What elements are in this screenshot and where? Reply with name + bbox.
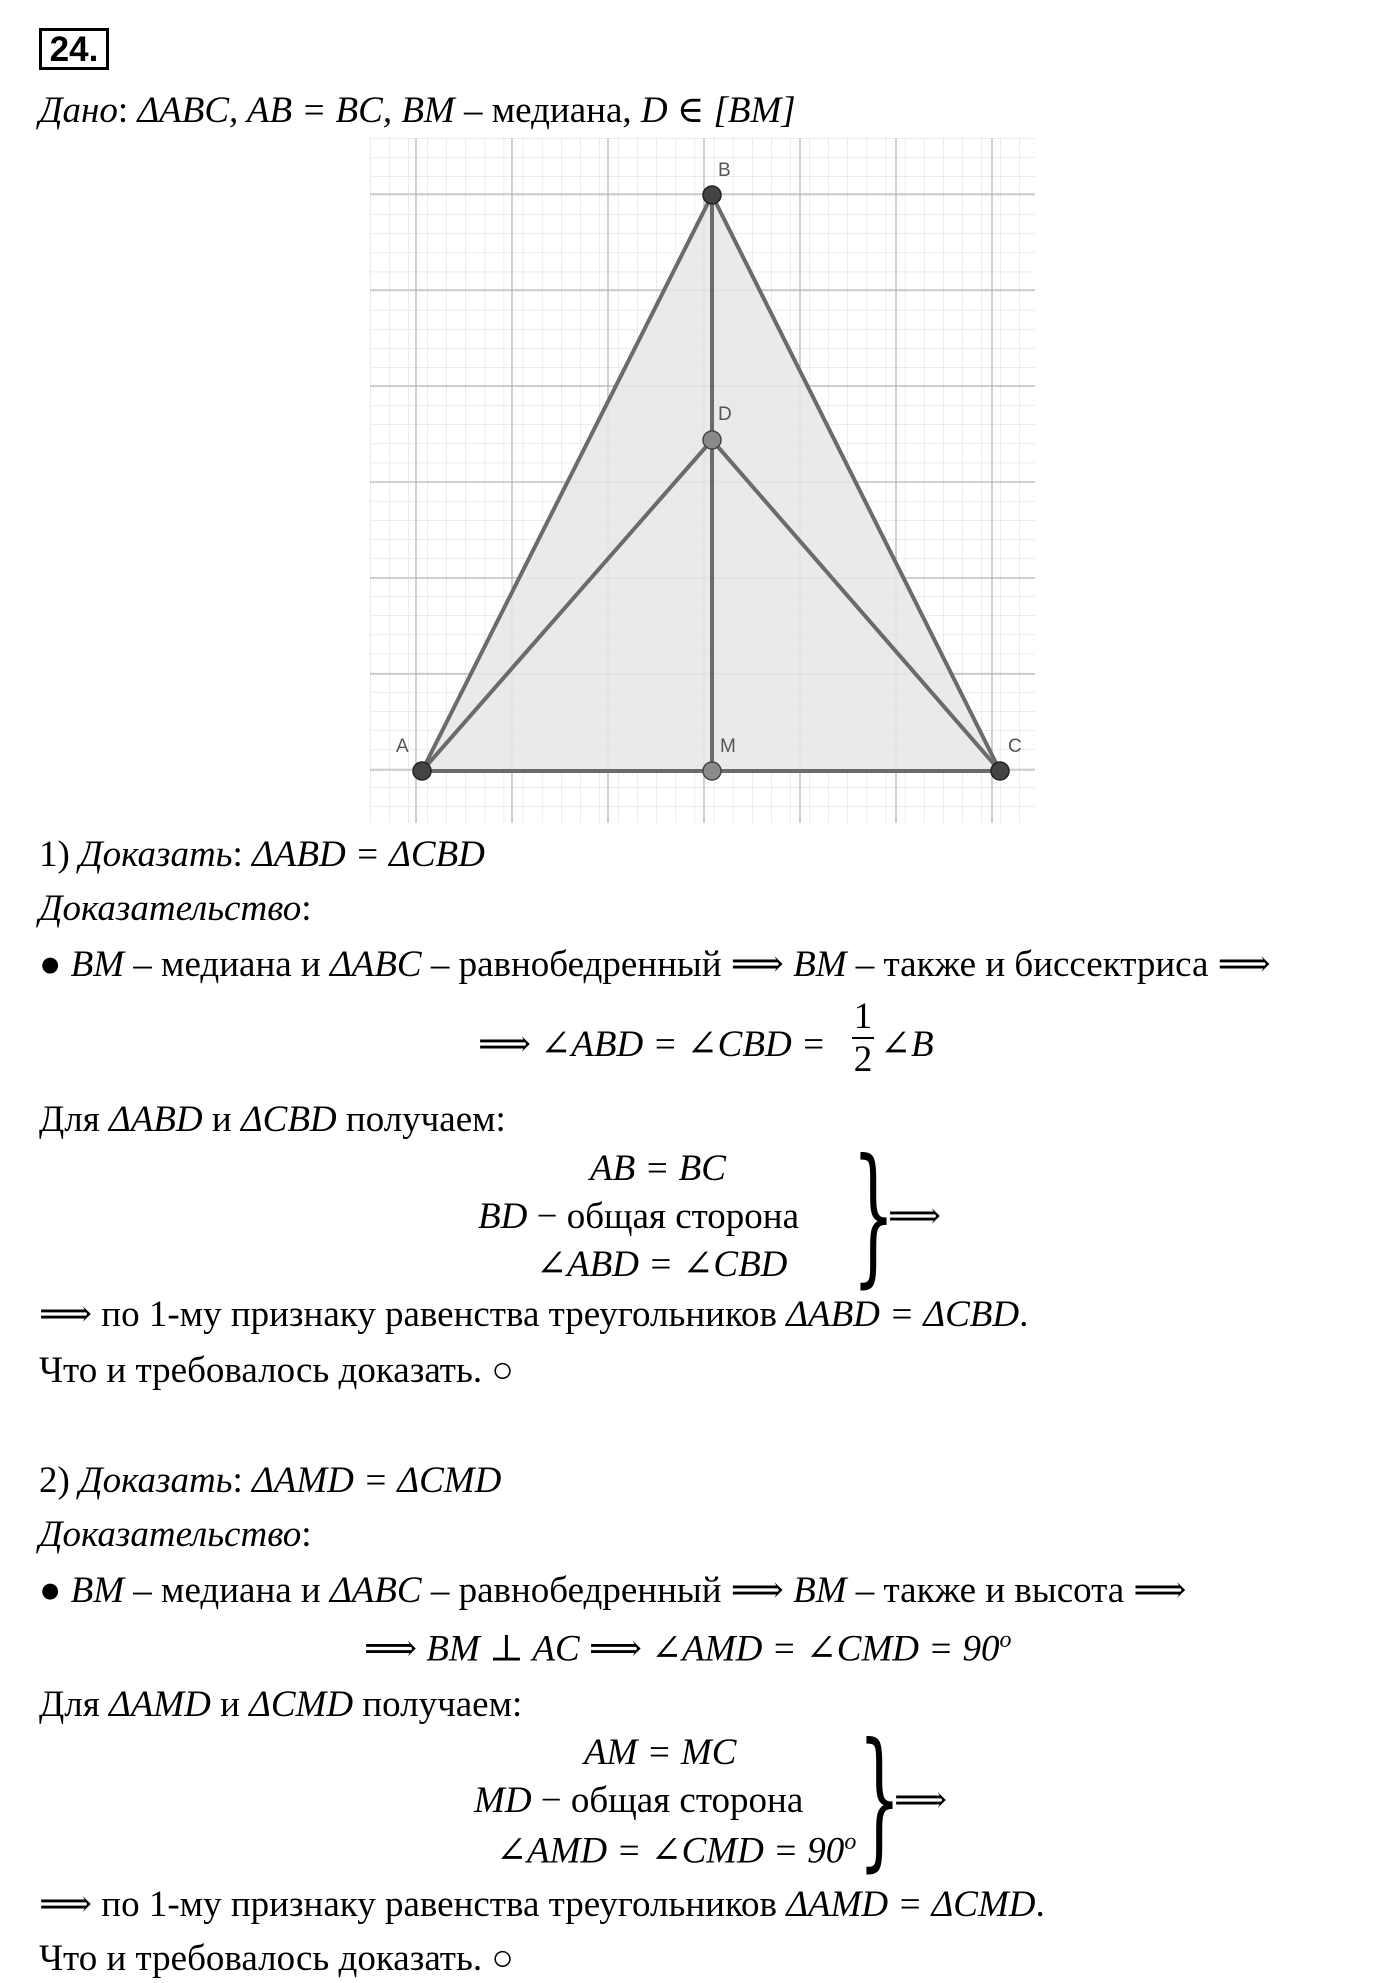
part2-prove-math: ΔAMD = ΔCMD: [252, 1460, 502, 1501]
part1-prove-line: 1) Доказать: ΔABD = ΔCBD: [39, 834, 485, 875]
part2-conclusion: ⟹ по 1-му признаку равенства треугольников ΔAMD = ΔCMD.: [39, 1884, 1045, 1925]
part2-for-line: Для ΔAMD и ΔCMD получаем:: [39, 1684, 523, 1725]
part1-conclusion: ⟹ по 1-му признаку равенства треугольников ΔABD = ΔCBD.: [39, 1294, 1029, 1335]
part1-line2-rhs: ∠B: [880, 1024, 934, 1065]
part1-prove-math: ΔABD = ΔCBD: [252, 834, 485, 875]
point-b: [703, 186, 721, 204]
part2-prove-line: 2) Доказать: ΔAMD = ΔCMD: [39, 1460, 502, 1501]
part2-qed: Что и требовалось доказать. ○: [39, 1938, 514, 1979]
triangle-figure: [370, 138, 1035, 823]
part2-system-brace: }: [858, 1712, 901, 1886]
label-m: M: [720, 736, 736, 757]
point-a: [413, 762, 431, 780]
part2-line2: ⟹ BM ⊥ AC ⟹ ∠AMD = ∠CMD = $90^o$: [364, 1627, 1012, 1670]
point-m: [703, 762, 721, 780]
part1-for-line: Для ΔABD и ΔCBD получаем:: [39, 1099, 506, 1140]
part1-system-brace: }: [852, 1128, 895, 1302]
part2-system-row1: AM = MC: [584, 1732, 737, 1773]
point-c: [991, 762, 1009, 780]
given-line: Дано: ΔABC, AB = BC, BM – медиана, D ∈ [BM]: [39, 90, 796, 131]
part2-line1: ● BM – медиана и ΔABC – равнобедренный ⟹ BM – также и высота ⟹: [39, 1570, 1187, 1611]
label-b: B: [718, 160, 731, 181]
part2-proof-label: Доказательство:: [39, 1514, 312, 1555]
part1-system-row2: BD − общая сторона: [478, 1196, 800, 1237]
label-c: C: [1008, 736, 1022, 757]
part1-qed: Что и требовалось доказать. ○: [39, 1350, 514, 1391]
part1-line1: ● BM – медиана и ΔABC – равнобедренный ⟹ BM – также и биссектриса ⟹: [39, 944, 1271, 985]
part2-prove-label: Доказать: [79, 1460, 233, 1501]
part1-proof-label: Доказательство:: [39, 888, 312, 929]
problem-number: 24.: [39, 28, 109, 70]
given-label: Дано: [39, 90, 118, 131]
given-math-1: ΔABC, AB = BC, BM: [137, 90, 455, 131]
part1-prove-label: Доказать: [79, 834, 233, 875]
label-d: D: [718, 404, 732, 425]
part1-system-row1: AB = BC: [590, 1148, 726, 1189]
fraction-one-half: 1 2: [853, 996, 873, 1080]
part1-system-row3: ∠ABD = ∠CBD: [536, 1244, 788, 1285]
part1-system-arrow: ⟹: [888, 1196, 942, 1237]
part2-system-arrow: ⟹: [894, 1780, 948, 1821]
given-math-2: D ∈ [BM]: [640, 90, 796, 131]
part2-system-row2: MD − общая сторона: [474, 1780, 804, 1821]
point-d: [703, 431, 721, 449]
part2-system-row3: ∠AMD = ∠CMD = $90^o$: [496, 1829, 857, 1872]
label-a: A: [396, 736, 409, 757]
part1-line2-lhs: ⟹ ∠ABD = ∠CBD =: [478, 1024, 826, 1065]
